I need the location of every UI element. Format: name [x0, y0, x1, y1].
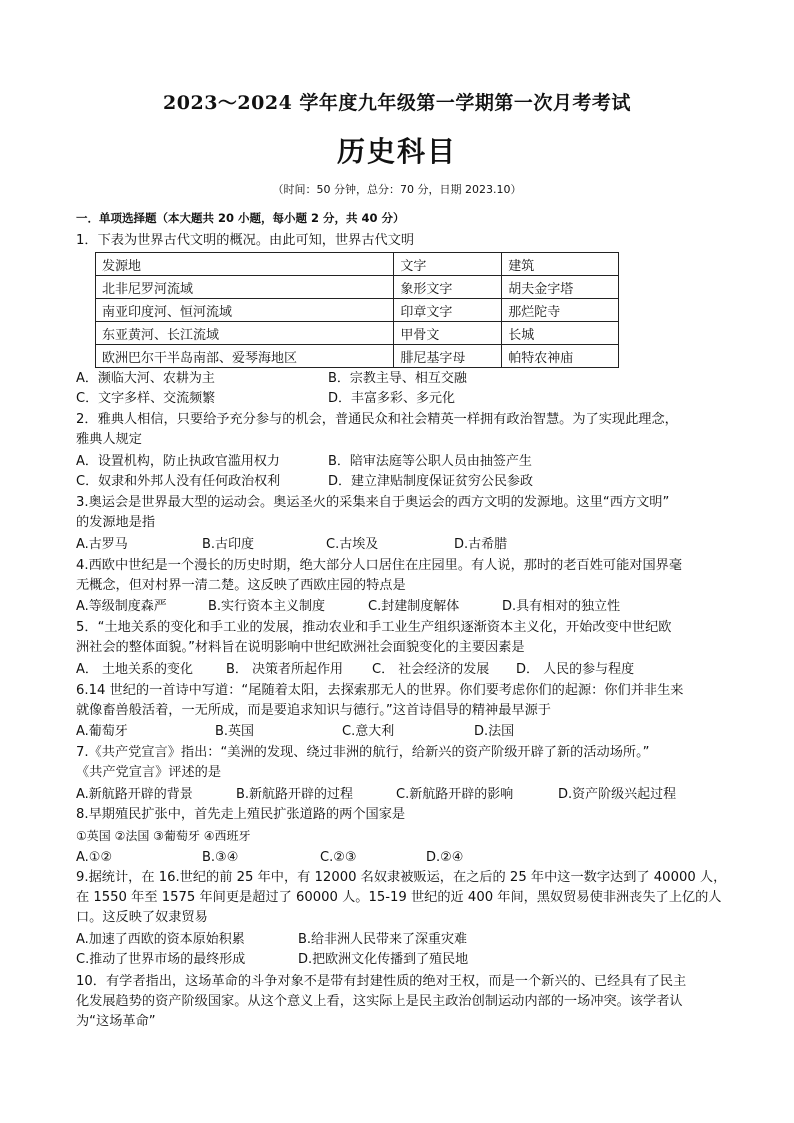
q3-option-c: C.古埃及: [326, 537, 379, 552]
q2-options-row1: [76, 452, 736, 472]
q5-option-c: C． 社会经济的发展: [372, 662, 490, 677]
q10-stem-line3: 为“这场革命”: [76, 1014, 156, 1029]
exam-title: 2023～2024 学年度九年级第一学期第一次月考考试: [163, 92, 631, 114]
q1-options-row2: [76, 389, 736, 409]
q5-option-d: D． 人民的参与程度: [516, 662, 635, 677]
q5-options: [76, 660, 736, 680]
table-cell: 东亚黄河、长江流域: [96, 322, 394, 345]
q6-option-d: D.法国: [474, 724, 515, 739]
q6-option-a: A.葡萄牙: [76, 724, 128, 739]
table-cell: 欧洲巴尔干半岛南部、爱琴海地区: [96, 345, 394, 368]
q5-option-b: B． 决策者所起作用: [226, 662, 344, 677]
q6-option-c: C.意大利: [342, 724, 395, 739]
table-cell: 长城: [502, 322, 619, 345]
q9-option-c: C.推动了世界市场的最终形成: [76, 952, 246, 967]
q9-options-row2: [76, 950, 736, 970]
q4-option-a: A.等级制度森严: [76, 599, 167, 614]
table-header-cell: 文字: [394, 253, 502, 276]
q3-options: [76, 535, 736, 555]
section-heading: 一．单项选择题（本大题共 20 小题，每小题 2 分，共 40 分）: [76, 211, 405, 225]
q5-stem-line1: 5．“土地关系的变化和手工业的发展，推动农业和手工业生产组织逐渐资本主义化，开始改变中世纪欧: [76, 620, 672, 635]
q9-option-a: A.加速了西欧的资本原始积累: [76, 932, 245, 947]
table-cell: 胡夫金字塔: [502, 276, 619, 299]
q7-option-c: C.新航路开辟的影响: [396, 787, 514, 802]
table-cell: 南亚印度河、恒河流域: [96, 299, 394, 322]
q10-stem-line2: 化发展趋势的资产阶级国家。从这个意义上看，这实际上是民主政治创制运动内部的一场冲突。该学者认: [76, 994, 683, 1009]
table-row: [96, 345, 619, 368]
exam-meta: （时间：50 分钟，总分：70 分，日期 2023.10）: [272, 183, 522, 196]
q4-stem-line2: 无概念，但对村界一清二楚。这反映了西欧庄园的特点是: [76, 578, 406, 593]
q7-option-d: D.资产阶级兴起过程: [558, 787, 677, 802]
q2-option-c: C．奴隶和外邦人没有任何政治权利: [76, 474, 281, 489]
q4-option-b: B.实行资本主义制度: [208, 599, 326, 614]
q9-option-d: D.把欧洲文化传播到了殖民地: [298, 952, 469, 967]
q6-options: [76, 722, 736, 742]
q2-stem-line1: 2．雅典人相信，只要给予充分参与的机会，普通民众和社会精英一样拥有政治智慧。为了实现此理念，: [76, 412, 678, 427]
q3-stem-line2: 的发源地是指: [76, 515, 156, 530]
q6-stem-line1: 6.14 世纪的一首诗中写道：“尾随着太阳，去探索那无人的世界。你们要考虑你们的起源：你们并非生来: [76, 683, 684, 698]
q1-options-row1: [76, 369, 736, 389]
table-row: [96, 322, 619, 345]
civilization-table: [95, 252, 619, 368]
q9-options-row1: [76, 930, 736, 950]
q7-stem-line2: 《共产党宣言》评述的是: [76, 765, 222, 780]
q10-stem-line1: 10．有学者指出，这场革命的斗争对象不是带有封建性质的绝对王权，而是一个新兴的、已经具有了民主: [76, 974, 687, 989]
q4-option-c: C.封建制度解体: [368, 599, 460, 614]
q3-stem-line1: 3.奥运会是世界最大型的运动会。奥运圣火的采集来自于奥运会的西方文明的发源地。这里“西方文明”: [76, 495, 670, 510]
q1-stem: 1．下表为世界古代文明的概况。由此可知，世界古代文明: [76, 233, 415, 248]
q8-option-b: B.③④: [202, 850, 239, 865]
q3-option-a: A.古罗马: [76, 537, 128, 552]
q9-stem-line2: 在 1550 年至 1575 年间更是超过了 60000 人。15-19 世纪的近 400 年间，黑奴贸易使非洲丧失了上亿的人: [76, 890, 722, 905]
q5-option-a: A． 土地关系的变化: [76, 662, 194, 677]
q9-stem-line1: 9.据统计，在 16.世纪的前 25 年中，有 12000 名奴隶被贩运，在之后的 25 年中这一数字达到了 40000 人，: [76, 870, 727, 885]
table-header-row: [96, 253, 619, 276]
table-row: [96, 299, 619, 322]
q3-option-b: B.古印度: [202, 537, 255, 552]
q4-stem-line1: 4.西欧中世纪是一个漫长的历史时期，绝大部分人口居住在庄园里。有人说，那时的老百姓可能对国界毫: [76, 558, 683, 573]
q4-option-d: D.具有相对的独立性: [502, 599, 621, 614]
q8-option-c: C.②③: [320, 850, 357, 865]
table-cell: 甲骨文: [394, 322, 502, 345]
q6-option-b: B.英国: [215, 724, 255, 739]
table-cell: 北非尼罗河流域: [96, 276, 394, 299]
q7-options: [76, 785, 736, 805]
q6-stem-line2: 就像畜兽般活着，一无所成，而是要追求知识与德行。”这首诗倡导的精神最早源于: [76, 703, 551, 718]
q7-stem-line1: 7.《共产党宣言》指出：“美洲的发现、绕过非洲的航行，给新兴的资产阶级开辟了新的活动场所。”: [76, 745, 650, 760]
q8-options: [76, 848, 736, 868]
q1-option-c: C．文字多样、交流频繁: [76, 391, 216, 406]
q9-stem-line3: 口。这反映了奴隶贸易: [76, 910, 208, 925]
q7-option-a: A.新航路开辟的背景: [76, 787, 193, 802]
table-header-cell: 发源地: [96, 253, 394, 276]
q7-option-b: B.新航路开辟的过程: [236, 787, 354, 802]
q9-option-b: B.给非洲人民带来了深重灾难: [298, 932, 468, 947]
q2-option-b: B．陪审法庭等公职人员由抽签产生: [328, 454, 532, 469]
q4-options: [76, 597, 736, 617]
subject-title: 历史科目: [336, 135, 457, 168]
q2-stem-line2: 雅典人规定: [76, 432, 142, 447]
table-cell: 印章文字: [394, 299, 502, 322]
q5-stem-line2: 洲社会的整体面貌。”材料旨在说明影响中世纪欧洲社会面貌变化的主要因素是: [76, 640, 525, 655]
q2-option-a: A．设置机构，防止执政官滥用权力: [76, 454, 280, 469]
table-cell: 帕特农神庙: [502, 345, 619, 368]
q8-items: ①英国 ②法国 ③葡萄牙 ④西班牙: [76, 829, 251, 843]
table-header-cell: 建筑: [502, 253, 619, 276]
q3-option-d: D.古希腊: [454, 537, 508, 552]
q8-stem: 8.早期殖民扩张中，首先走上殖民扩张道路的两个国家是: [76, 807, 406, 822]
q1-option-d: D．丰富多彩、多元化: [328, 391, 456, 406]
q1-option-a: A．濒临大河、农耕为主: [76, 371, 215, 386]
q1-option-b: B．宗教主导、相互交融: [328, 371, 467, 386]
table-cell: 象形文字: [394, 276, 502, 299]
q8-option-d: D.②④: [426, 850, 464, 865]
q8-option-a: A.①②: [76, 850, 113, 865]
table-row: [96, 276, 619, 299]
table-cell: 腓尼基字母: [394, 345, 502, 368]
q2-option-d: D．建立津贴制度保证贫穷公民参政: [328, 474, 534, 489]
table-cell: 那烂陀寺: [502, 299, 619, 322]
q2-options-row2: [76, 472, 736, 492]
